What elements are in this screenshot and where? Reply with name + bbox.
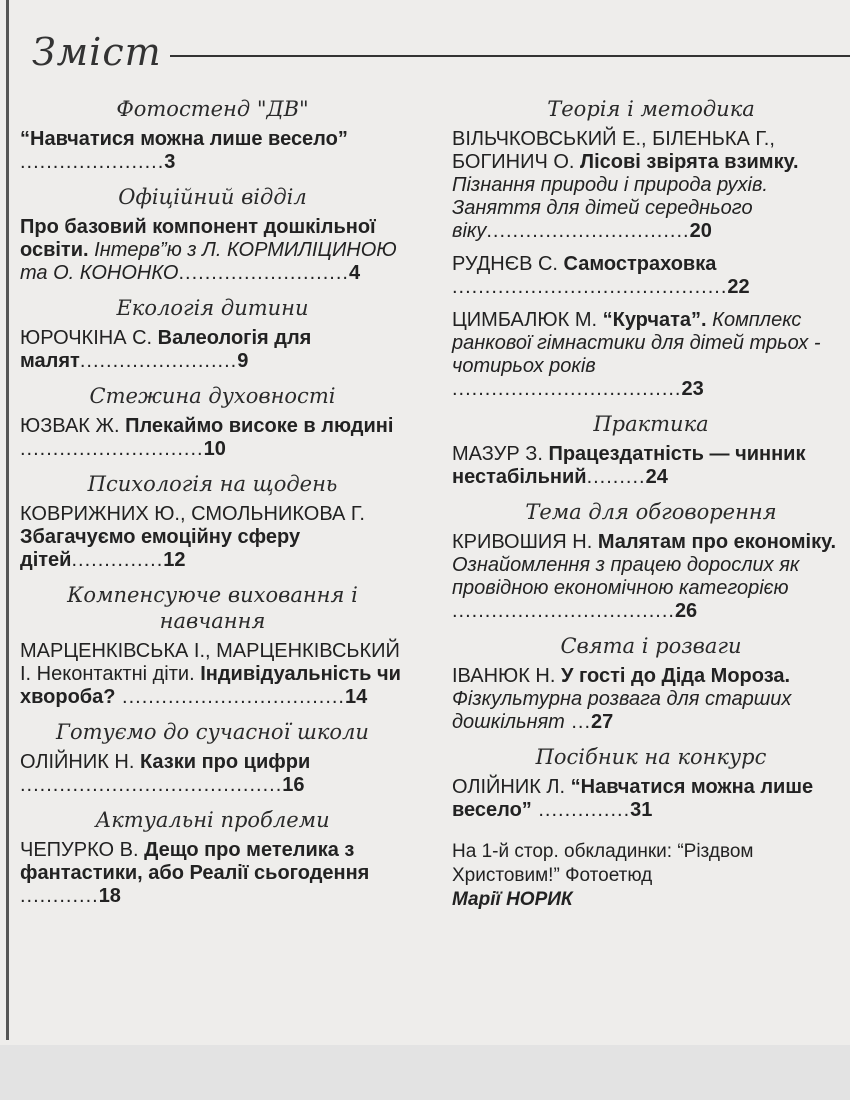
entry-leader-dots: .......................... xyxy=(178,262,349,284)
entry-title: Лісові звірята взимку. xyxy=(580,151,799,173)
page-bottom-margin xyxy=(0,1045,850,1100)
toc-entry xyxy=(20,503,405,572)
entry-leader-dots: ............................... xyxy=(486,220,690,242)
entry-author: РУДНЄВ С. xyxy=(452,253,564,275)
entry-leader-dots: .................................. xyxy=(115,686,345,708)
entry-author: КРИВОШИЯ Н. xyxy=(452,531,598,553)
left-column xyxy=(20,92,405,918)
toc-section xyxy=(452,96,850,243)
section-heading: Стежина духовності xyxy=(89,384,336,408)
toc-section xyxy=(452,744,850,822)
toc-entry xyxy=(452,665,850,734)
entry-page-number: 10 xyxy=(203,438,226,460)
entry-title: Самостраховка xyxy=(563,253,717,275)
entry-page-number: 4 xyxy=(348,262,361,284)
entry-title: Про базовий компонент дошкільної освіти. xyxy=(20,216,376,261)
cover-credit: Марії НОРИК xyxy=(452,889,573,910)
entry-title: Індивідуальність чи хвороба? xyxy=(20,663,401,708)
section-heading: Фотостенд "ДВ" xyxy=(116,97,309,121)
toc-section xyxy=(452,411,850,489)
entry-title: Плекаймо високе в людині xyxy=(125,415,394,437)
toc-entry xyxy=(20,751,405,797)
entry-title: “Навчатися можна лише весело” xyxy=(20,128,348,150)
entry-title: У гості до Діда Мороза. xyxy=(560,665,791,687)
toc-entry xyxy=(20,216,405,285)
toc-entry xyxy=(20,839,405,908)
entry-description: Комплекс ранкової гімнастики для дітей трьох - чотирьох років xyxy=(452,309,821,377)
toc-section xyxy=(20,295,405,373)
entry-title: Малятам про економіку. xyxy=(597,531,837,553)
entry-page-number: 26 xyxy=(674,600,698,622)
toc-section xyxy=(20,383,405,461)
entry-leader-dots: ...................... xyxy=(20,151,165,173)
entry-leader-dots: .............. xyxy=(71,549,164,571)
entry-page-number: 12 xyxy=(163,549,186,571)
entry-leader-dots: .............. xyxy=(531,799,631,821)
section-heading: Актуальні проблеми xyxy=(95,808,330,832)
entry-author: КОВРИЖНИХ Ю., СМОЛЬНИКОВА Г. xyxy=(20,503,365,525)
entry-page-number: 9 xyxy=(237,350,249,372)
entry-author: МАРЦЕНКІВСЬКА І., МАРЦЕНКІВСЬКИЙ І. Неконтактні діти. xyxy=(20,640,400,685)
section-heading: Теорія і методика xyxy=(547,97,755,121)
toc-section xyxy=(452,309,850,401)
title-rule xyxy=(170,55,850,57)
entry-author: ОЛІЙНИК Л. xyxy=(452,776,571,798)
entry-page-number: 20 xyxy=(689,220,712,242)
cover-note xyxy=(452,840,850,912)
entry-leader-dots: ................................... xyxy=(452,378,682,400)
section-heading: Психологія на щодень xyxy=(87,472,338,496)
entry-page-number: 16 xyxy=(282,774,305,796)
toc-section xyxy=(452,253,850,299)
section-heading: Практика xyxy=(593,412,709,436)
entry-leader-dots: ... xyxy=(564,711,592,733)
toc-section xyxy=(20,184,405,285)
entry-author: ЦИМБАЛЮК М. xyxy=(452,309,603,331)
section-heading: Офіційний відділ xyxy=(118,185,307,209)
entry-author: ЮЗВАК Ж. xyxy=(20,415,126,437)
entry-title: Працездатність — чинник нестабільний xyxy=(452,443,806,488)
entry-description: Інтерв”ю з Л. КОРМИЛІЦИНОЮ та О. КОНОНКО xyxy=(20,239,397,284)
toc-section xyxy=(452,633,850,734)
toc-entry xyxy=(452,776,850,822)
entry-author: ІВАНЮК Н. xyxy=(452,665,561,687)
toc-entry xyxy=(20,327,405,373)
entry-description: Ознайомлення з працею дорослих як провідною економічною категорією xyxy=(452,554,800,599)
toc-section xyxy=(20,807,405,908)
entry-author: МАЗУР З. xyxy=(452,443,549,465)
toc-entry xyxy=(452,253,850,299)
entry-page-number: 22 xyxy=(727,276,750,298)
left-margin-rule xyxy=(6,0,9,1040)
section-heading: Екологія дитини xyxy=(116,296,309,320)
toc-entry xyxy=(20,640,405,709)
toc-entry xyxy=(20,415,405,461)
right-column xyxy=(452,92,850,912)
entry-page-number: 27 xyxy=(591,711,614,733)
toc-section xyxy=(20,582,405,709)
entry-author: ВІЛЬЧКОВСЬКИЙ Е., БІЛЕНЬКА Г., БОГИНИЧ О. xyxy=(452,128,775,173)
entry-title: Дещо про метелика з фантастики, або Реалії сьогодення xyxy=(20,839,370,884)
entry-page-number: 31 xyxy=(630,799,653,821)
section-heading: Посібник на конкурс xyxy=(535,745,767,769)
entry-leader-dots: .......................................... xyxy=(452,276,728,298)
entry-title: “Курчата”. xyxy=(602,309,707,331)
toc-entry xyxy=(452,443,850,489)
toc-entry xyxy=(20,128,405,174)
entry-page-number: 14 xyxy=(344,686,368,708)
entry-title: Валеологія для малят xyxy=(20,327,312,372)
entry-page-number: 3 xyxy=(164,151,176,173)
page-title: Зміст xyxy=(32,30,162,74)
section-heading: Компенсуюче виховання і навчання xyxy=(67,583,358,633)
toc-entry xyxy=(452,128,850,243)
toc-section xyxy=(452,499,850,623)
toc-section xyxy=(20,96,405,174)
entry-author: ЧЕПУРКО В. xyxy=(20,839,145,861)
entry-leader-dots: ............ xyxy=(20,885,99,907)
entry-title: “Навчатися можна лише весело” xyxy=(452,776,814,821)
entry-page-number: 24 xyxy=(645,466,668,488)
entry-title: Збагачуємо емоційну сферу дітей xyxy=(20,526,301,571)
entry-page-number: 23 xyxy=(681,378,704,400)
entry-leader-dots: ........................................ xyxy=(20,774,283,796)
entry-leader-dots: ........................ xyxy=(79,350,238,372)
section-heading: Готуємо до сучасної школи xyxy=(56,720,369,744)
toc-entry xyxy=(452,531,850,623)
entry-leader-dots: ............................ xyxy=(20,438,204,460)
section-heading: Свята і розваги xyxy=(560,634,742,658)
entry-author: ЮРОЧКІНА С. xyxy=(20,327,158,349)
cover-note-text: На 1-й стор. обкладинки: “Різдвом Христовим!” Фотоетюд xyxy=(452,841,754,886)
entry-description: Фізкультурна розвага для старших дошкільнят xyxy=(452,688,792,733)
entry-leader-dots: ......... xyxy=(586,466,646,488)
entry-leader-dots: .................................. xyxy=(452,600,675,622)
section-heading: Тема для обговорення xyxy=(525,500,777,524)
entry-title: Казки про цифри xyxy=(139,751,311,773)
toc-entry xyxy=(452,309,850,401)
toc-section xyxy=(20,719,405,797)
entry-description: Пізнання природи і природа рухів. Заняття для дітей середнього віку xyxy=(452,174,768,242)
entry-page-number: 18 xyxy=(98,885,121,907)
toc-section xyxy=(20,471,405,572)
entry-author: ОЛІЙНИК Н. xyxy=(20,751,140,773)
